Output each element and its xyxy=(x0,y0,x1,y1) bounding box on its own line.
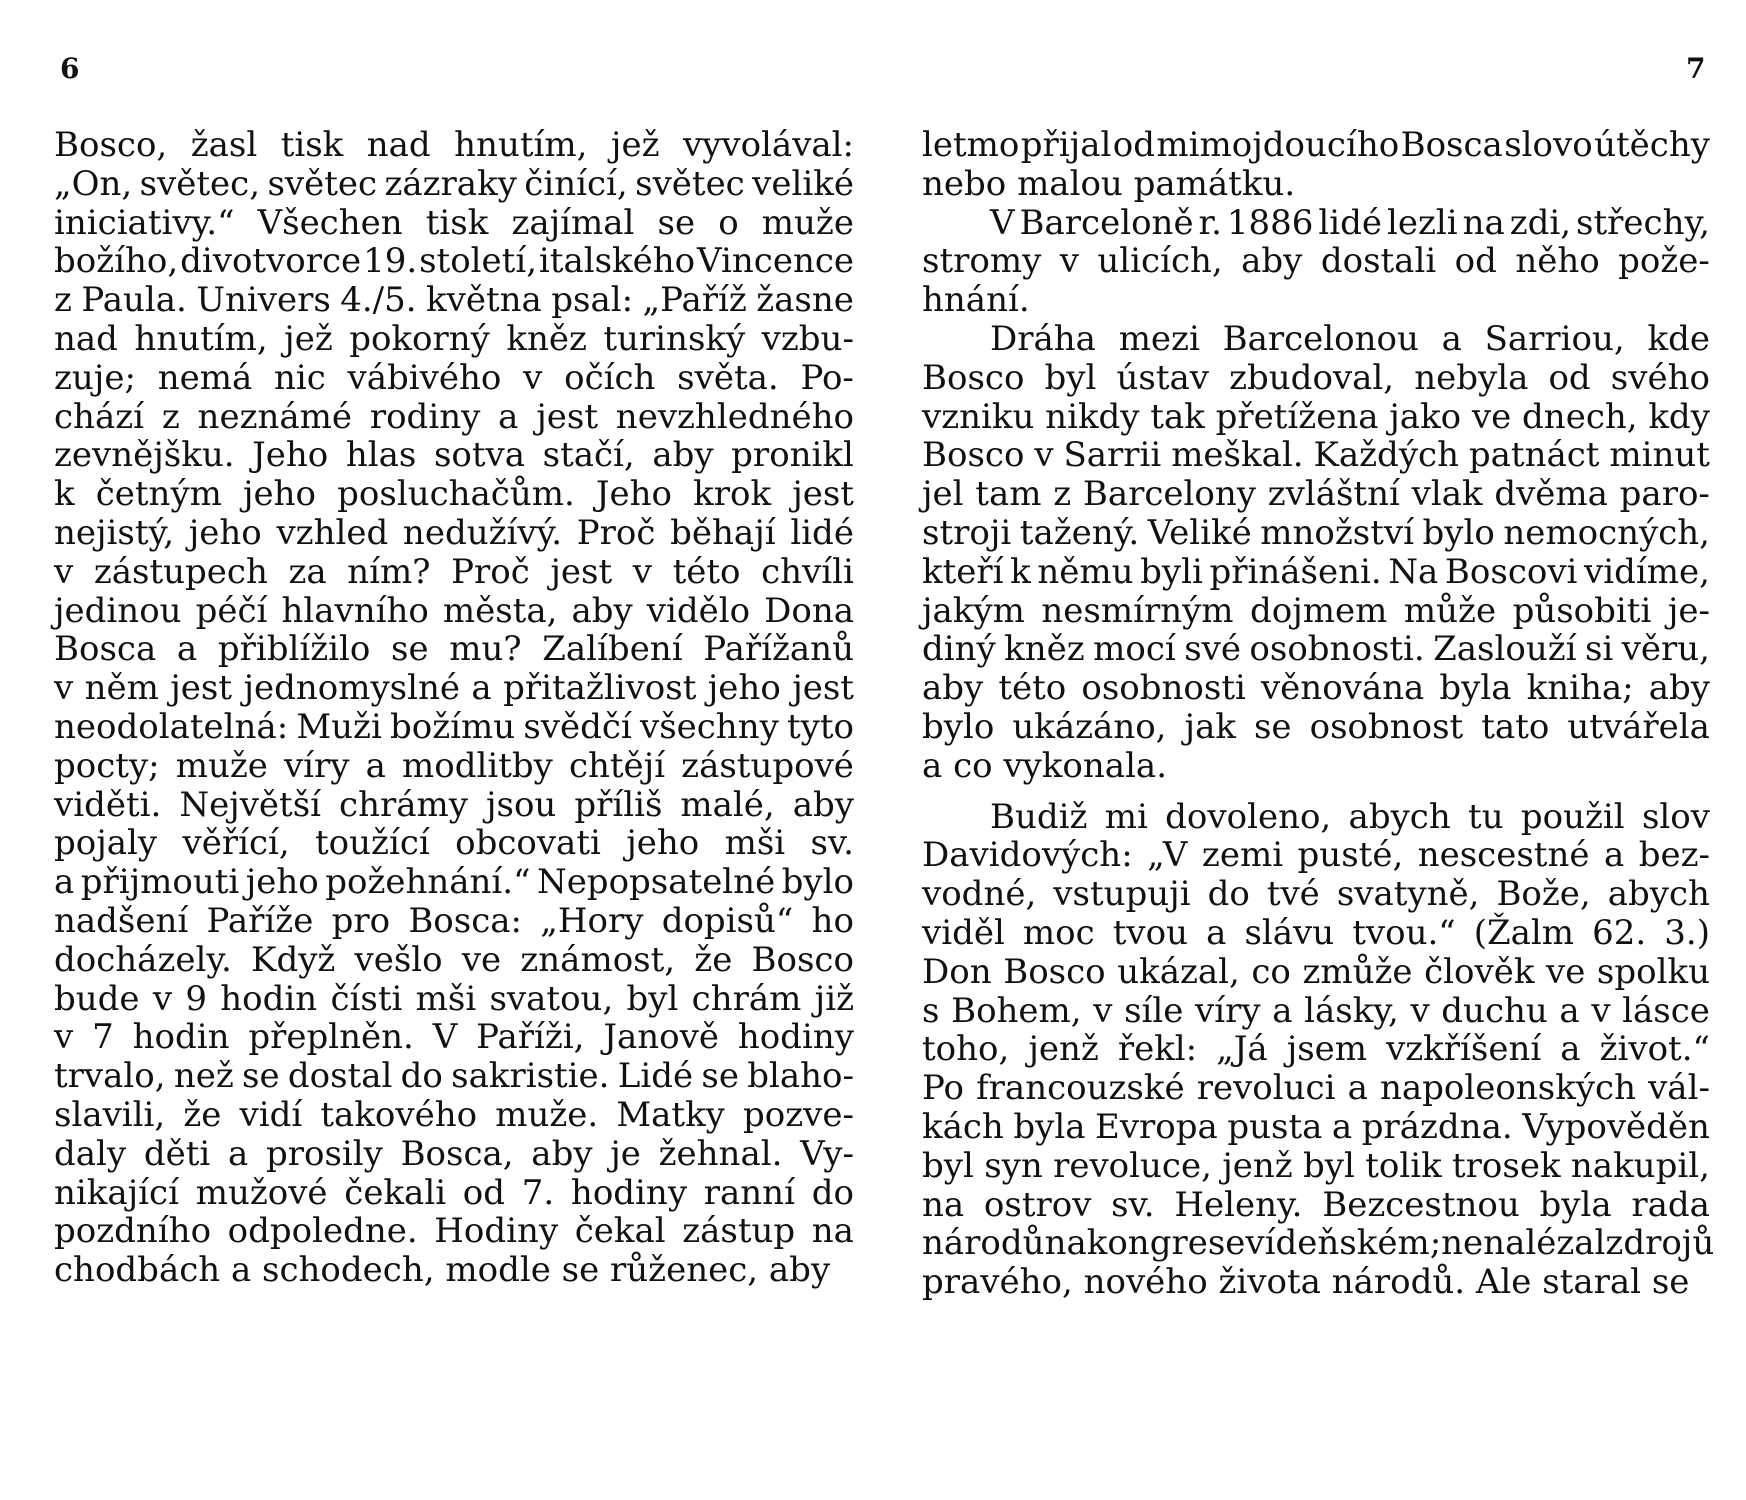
text-line: Don Bosco ukázal, co zmůže člověk ve spolku xyxy=(922,951,1710,992)
text-line: Bosco v Sarrii meškal. Každých patnáct minut xyxy=(922,435,1710,476)
text-line: na ostrov sv. Heleny. Bezcestnou byla rada xyxy=(922,1184,1710,1225)
text-line: jedinou péčí hlavního města, aby vidělo Dona xyxy=(54,590,854,631)
text-line: byl syn revoluce, jenž byl tolik trosek nakupil, xyxy=(922,1145,1710,1186)
text-line: kteří k němu byli přinášeni. Na Boscovi vidíme, xyxy=(922,551,1710,592)
page-number-right: 7 xyxy=(1686,52,1706,85)
text-line: „On, světec, světec zázraky činící, světec veliké xyxy=(54,163,854,204)
text-line: božího, divotvorce 19. století, italského Vincence xyxy=(54,241,854,282)
text-line: Budiž mi dovoleno, abych tu použil slov xyxy=(990,796,1710,837)
text-line: vzniku nikdy tak přetížena jako ve dnech, kdy xyxy=(922,396,1710,437)
text-line: diný kněz mocí své osobnosti. Zaslouží si věru, xyxy=(922,629,1710,670)
text-line: národů na kongrese vídeňském; nenalézal zdrojů xyxy=(922,1223,1715,1264)
text-line: nikající mužové čekali od 7. hodiny ranní do xyxy=(54,1172,854,1213)
text-line: nad hnutím, jež pokorný kněz turinský vzbu- xyxy=(54,318,854,359)
text-line: Davidových: „V zemi pusté, nescestné a bez- xyxy=(922,835,1710,876)
text-line: a co vykonala. xyxy=(922,745,1168,786)
text-line: nebo malou památku. xyxy=(922,163,1296,204)
text-line: nejistý, jeho vzhled nedužívý. Proč běhají lidé xyxy=(54,512,854,553)
text-line: nadšení Paříže pro Bosca: „Hory dopisů“ ho xyxy=(54,900,854,941)
text-line: iniciativy.“ Všechen tisk zajímal se o muže xyxy=(54,202,854,243)
text-line: toho, jenž řekl: „Já jsem vzkříšení a život.“ xyxy=(922,1029,1710,1070)
left-page-text xyxy=(54,126,854,1290)
text-line: Po francouzské revoluci a napoleonských vál- xyxy=(922,1068,1710,1109)
text-line: chází z neznámé rodiny a jest nevzhledného xyxy=(54,396,854,437)
text-line: daly děti a prosily Bosca, aby je žehnal. Vy- xyxy=(54,1133,854,1174)
text-line: trvalo, než se dostal do sakristie. Lidé se blaho- xyxy=(54,1056,854,1097)
text-line: zevnějšku. Jeho hlas sotva stačí, aby pronikl xyxy=(54,435,854,476)
text-line: pocty; muže víry a modlitby chtějí zástupové xyxy=(54,745,854,786)
text-line: V Barceloně r. 1886 lidé lezli na zdi, střechy, xyxy=(990,202,1710,243)
text-line: Dráha mezi Barcelonou a Sarriou, kde xyxy=(990,318,1710,359)
text-line: Bosco byl ústav zbudoval, nebyla od svého xyxy=(922,357,1710,398)
text-line: pozdního odpoledne. Hodiny čekal zástup na xyxy=(54,1211,854,1252)
text-line: aby této osobnosti věnována byla kniha; aby xyxy=(922,668,1710,709)
text-line: jel tam z Barcelony zvláštní vlak dvěma paro- xyxy=(922,474,1710,515)
text-line: vodné, vstupuji do tvé svatyně, Bože, abych xyxy=(922,874,1710,915)
text-line: pravého, nového života národů. Ale staral se xyxy=(922,1262,1690,1303)
right-page-text xyxy=(922,125,1715,1303)
text-line: docházely. Když vešlo ve známost, že Bosco xyxy=(54,939,854,980)
text-line: v 7 hodin přeplněn. V Paříži, Janově hodiny xyxy=(54,1017,854,1058)
text-line: bude v 9 hodin čísti mši svatou, byl chrám již xyxy=(54,978,854,1019)
text-line: jakým nesmírným dojmem může působiti je- xyxy=(922,590,1710,631)
text-line: s Bohem, v síle víry a lásky, v duchu a v lásce xyxy=(922,990,1710,1031)
text-line: zuje; nemá nic vábivého v očích světa. Po- xyxy=(54,357,854,398)
text-line: Bosca a přiblížilo se mu? Zalíbení Pařížanů xyxy=(54,629,854,670)
text-line: slavili, že vidí takového muže. Matky pozve- xyxy=(54,1094,854,1135)
text-line: pojaly věřící, toužící obcovati jeho mši sv. xyxy=(54,823,854,864)
page-number-left: 6 xyxy=(60,52,80,85)
text-line: viděl moc tvou a slávu tvou.“ (Žalm 62. 3.) xyxy=(922,912,1710,953)
text-line: k četným jeho posluchačům. Jeho krok jest xyxy=(54,474,854,515)
text-line: bylo ukázáno, jak se osobnost tato utvářela xyxy=(922,706,1710,747)
text-line: viděti. Největší chrámy jsou příliš malé, aby xyxy=(54,784,854,825)
text-line: a přijmouti jeho požehnání.“ Nepopsatelné bylo xyxy=(54,862,854,903)
text-line: stroji tažený. Veliké množství bylo nemocných, xyxy=(922,512,1710,553)
text-line: letmo přijal od mimojdoucího Bosca slovo útěchy xyxy=(922,125,1710,165)
text-line: kách byla Evropa pusta a prázdna. Vypověděn xyxy=(922,1106,1710,1147)
text-line: stromy v ulicích, aby dostali od něho pože- xyxy=(922,241,1710,282)
text-line: v zástupech za ním? Proč jest v této chvíli xyxy=(54,551,854,592)
text-line: Bosco, žasl tisk nad hnutím, jež vyvolával: xyxy=(54,125,854,165)
text-line: hnání. xyxy=(922,280,1030,321)
text-line: chodbách a schodech, modle se růženec, aby xyxy=(54,1250,831,1291)
text-line: z Paula. Univers 4./5. května psal: „Paříž žasne xyxy=(54,280,854,321)
text-line: neodolatelná: Muži božímu svědčí všechny tyto xyxy=(54,706,854,747)
text-line: v něm jest jednomyslné a přitažlivost jeho jest xyxy=(54,668,854,709)
